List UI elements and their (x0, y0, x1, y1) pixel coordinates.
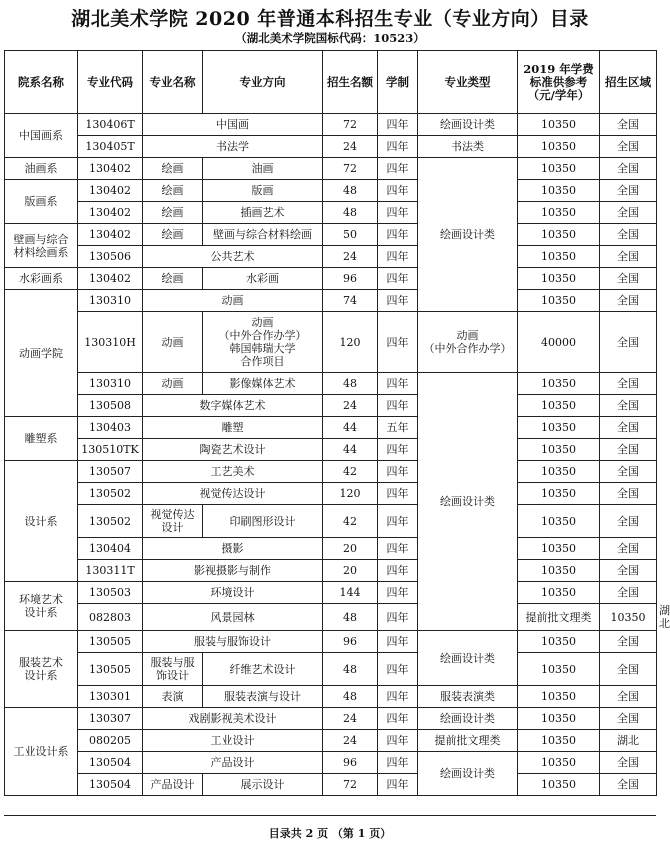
major-cell: 绘画 (143, 158, 203, 180)
table-row (5, 158, 657, 180)
region-cell: 全国 (600, 582, 657, 604)
major-cell: 绘画 (143, 224, 203, 246)
region-cell: 全国 (600, 224, 657, 246)
dept-cell: 工业设计系 (5, 708, 78, 796)
fee-cell: 10350 (518, 202, 600, 224)
years-cell: 四年 (378, 290, 418, 312)
region-cell: 全国 (600, 290, 657, 312)
direction-cell: 风景园林 (143, 604, 323, 631)
table-row (5, 417, 657, 439)
table-row (5, 395, 657, 417)
quota-cell: 144 (323, 582, 378, 604)
region-cell: 湖北 (600, 730, 657, 752)
years-cell: 四年 (378, 312, 418, 373)
quota-cell: 48 (323, 686, 378, 708)
direction-cell: 戏剧影视美术设计 (143, 708, 323, 730)
direction-cell: 水彩画 (203, 268, 323, 290)
direction-cell: 服装表演与设计 (203, 686, 323, 708)
table-row (5, 686, 657, 708)
years-cell: 四年 (378, 202, 418, 224)
code-cell: 130405T (78, 136, 143, 158)
fee-cell: 10350 (518, 774, 600, 796)
years-cell: 四年 (378, 538, 418, 560)
quota-cell: 44 (323, 439, 378, 461)
years-cell: 四年 (378, 560, 418, 582)
major-cell: 产品设计 (143, 774, 203, 796)
fee-cell: 10350 (518, 246, 600, 268)
region-cell: 全国 (600, 538, 657, 560)
direction-cell: 影像媒体艺术 (203, 373, 323, 395)
fee-cell: 10350 (518, 395, 600, 417)
code-cell: 130505 (78, 631, 143, 653)
direction-cell: 数字媒体艺术 (143, 395, 323, 417)
table-row (5, 538, 657, 560)
region-cell: 全国 (600, 461, 657, 483)
code-cell: 130310 (78, 290, 143, 312)
direction-cell: 服装与服饰设计 (143, 631, 323, 653)
table-row (5, 505, 657, 538)
table-row (5, 774, 657, 796)
years-cell: 四年 (378, 730, 418, 752)
fee-cell: 10350 (518, 158, 600, 180)
fee-cell: 40000 (518, 312, 600, 373)
table-row (5, 752, 657, 774)
direction-cell: 公共艺术 (143, 246, 323, 268)
dept-cell: 油画系 (5, 158, 78, 180)
header-code: 专业代码 (78, 51, 143, 114)
fee-cell: 10350 (600, 604, 657, 631)
quota-cell: 74 (323, 290, 378, 312)
region-cell: 全国 (600, 708, 657, 730)
type-cell: 绘画设计类 (418, 708, 518, 730)
fee-cell: 10350 (518, 439, 600, 461)
quota-cell: 72 (323, 158, 378, 180)
table-row (5, 708, 657, 730)
region-cell: 全国 (600, 560, 657, 582)
code-cell: 130502 (78, 483, 143, 505)
code-cell: 130307 (78, 708, 143, 730)
table-row (5, 312, 657, 373)
code-cell: 130402 (78, 202, 143, 224)
code-cell: 130402 (78, 224, 143, 246)
major-cell: 动画 (143, 373, 203, 395)
type-cell: 书法类 (418, 136, 518, 158)
table-row (5, 730, 657, 752)
years-cell: 四年 (378, 461, 418, 483)
years-cell: 四年 (378, 604, 418, 631)
years-cell: 四年 (378, 439, 418, 461)
years-cell: 四年 (378, 686, 418, 708)
quota-cell: 96 (323, 631, 378, 653)
region-cell: 全国 (600, 631, 657, 653)
major-cell: 表演 (143, 686, 203, 708)
fee-cell: 10350 (518, 290, 600, 312)
dept-cell: 壁画与综合 材料绘画系 (5, 224, 78, 268)
table-row (5, 224, 657, 246)
code-cell: 082803 (78, 604, 143, 631)
region-cell: 全国 (600, 180, 657, 202)
header-type: 专业类型 (418, 51, 518, 114)
header-region: 招生区域 (600, 51, 657, 114)
quota-cell: 24 (323, 136, 378, 158)
quota-cell: 72 (323, 114, 378, 136)
table-row (5, 582, 657, 604)
table-header-row (5, 51, 657, 114)
years-cell: 四年 (378, 483, 418, 505)
region-cell: 全国 (600, 752, 657, 774)
fee-cell: 10350 (518, 224, 600, 246)
header-years: 学制 (378, 51, 418, 114)
table-row: 082803 风景园林 48 四年 提前批文理类 10350 湖北 (5, 604, 657, 631)
code-cell: 130310 (78, 373, 143, 395)
direction-cell: 展示设计 (203, 774, 323, 796)
quota-cell: 24 (323, 246, 378, 268)
code-cell: 130311T (78, 560, 143, 582)
direction-cell: 中国画 (143, 114, 323, 136)
years-cell: 四年 (378, 180, 418, 202)
footer-divider (4, 815, 656, 816)
years-cell: 四年 (378, 246, 418, 268)
header-fee: 2019 年学费 标准供参考 （元/学年） (518, 51, 600, 114)
fee-cell: 10350 (518, 180, 600, 202)
fee-cell: 10350 (518, 114, 600, 136)
page-footer: 目录共 2 页 （第 1 页） (268, 827, 392, 840)
dept-cell: 服装艺术 设计系 (5, 631, 78, 708)
quota-cell: 20 (323, 538, 378, 560)
quota-cell: 42 (323, 505, 378, 538)
quota-cell: 48 (323, 202, 378, 224)
page-title: 湖北美术学院 2020 年普通本科招生专业（专业方向）目录 (71, 8, 589, 30)
fee-cell: 10350 (518, 560, 600, 582)
code-cell: 130503 (78, 582, 143, 604)
region-cell: 全国 (600, 312, 657, 373)
quota-cell: 42 (323, 461, 378, 483)
direction-cell: 环境设计 (143, 582, 323, 604)
code-cell: 130406T (78, 114, 143, 136)
direction-cell: 视觉传达设计 (143, 483, 323, 505)
table-row (5, 483, 657, 505)
fee-cell: 10350 (518, 631, 600, 653)
program-table (4, 50, 670, 796)
region-cell: 全国 (600, 246, 657, 268)
quota-cell: 24 (323, 708, 378, 730)
type-cell: 绘画设计类 (418, 631, 518, 686)
dept-cell: 水彩画系 (5, 268, 78, 290)
table-row (5, 136, 657, 158)
quota-cell: 48 (323, 604, 378, 631)
direction-cell: 壁画与综合材料绘画 (203, 224, 323, 246)
region-cell: 全国 (600, 417, 657, 439)
direction-cell: 产品设计 (143, 752, 323, 774)
table-row (5, 180, 657, 202)
code-cell: 130502 (78, 505, 143, 538)
quota-cell: 96 (323, 268, 378, 290)
type-cell: 绘画设计类 (418, 752, 518, 796)
quota-cell: 96 (323, 752, 378, 774)
direction-cell: 版画 (203, 180, 323, 202)
quota-cell: 72 (323, 774, 378, 796)
direction-cell: 工艺美术 (143, 461, 323, 483)
table-row (5, 439, 657, 461)
years-cell: 四年 (378, 752, 418, 774)
years-cell: 四年 (378, 268, 418, 290)
years-cell: 四年 (378, 653, 418, 686)
quota-cell: 48 (323, 180, 378, 202)
quota-cell: 120 (323, 312, 378, 373)
region-cell: 全国 (600, 268, 657, 290)
years-cell: 四年 (378, 224, 418, 246)
code-cell: 130510TK (78, 439, 143, 461)
region-cell: 全国 (600, 483, 657, 505)
fee-cell: 10350 (518, 686, 600, 708)
major-cell: 绘画 (143, 268, 203, 290)
region-cell: 全国 (600, 136, 657, 158)
major-cell: 绘画 (143, 202, 203, 224)
fee-cell: 10350 (518, 752, 600, 774)
type-cell: 绘画设计类 (418, 114, 518, 136)
type-cell: 服装表演类 (418, 686, 518, 708)
fee-cell: 10350 (518, 653, 600, 686)
region-cell: 全国 (600, 373, 657, 395)
major-cell: 服装与服 饰设计 (143, 653, 203, 686)
code-cell: 130506 (78, 246, 143, 268)
fee-cell: 10350 (518, 483, 600, 505)
region-cell: 全国 (600, 505, 657, 538)
table-row (5, 268, 657, 290)
table-row (5, 461, 657, 483)
header-dept: 院系名称 (5, 51, 78, 114)
code-cell: 130505 (78, 653, 143, 686)
quota-cell: 44 (323, 417, 378, 439)
type-cell: 绘画设计类 (418, 158, 518, 312)
code-cell: 130504 (78, 752, 143, 774)
quota-cell: 50 (323, 224, 378, 246)
direction-cell: 摄影 (143, 538, 323, 560)
major-cell: 绘画 (143, 180, 203, 202)
fee-cell: 10350 (518, 538, 600, 560)
region-cell: 全国 (600, 774, 657, 796)
code-cell: 130403 (78, 417, 143, 439)
table-row (5, 246, 657, 268)
years-cell: 四年 (378, 774, 418, 796)
code-cell: 130402 (78, 180, 143, 202)
direction-cell: 雕塑 (143, 417, 323, 439)
dept-cell: 动画学院 (5, 290, 78, 417)
code-cell: 130301 (78, 686, 143, 708)
fee-cell: 10350 (518, 461, 600, 483)
table-row (5, 560, 657, 582)
direction-cell: 动画 （中外合作办学） 韩国韩瑞大学 合作项目 (203, 312, 323, 373)
fee-cell: 10350 (518, 373, 600, 395)
direction-cell: 印刷图形设计 (203, 505, 323, 538)
quota-cell: 24 (323, 730, 378, 752)
direction-cell: 纤维艺术设计 (203, 653, 323, 686)
dept-cell: 中国画系 (5, 114, 78, 158)
quota-cell: 48 (323, 373, 378, 395)
major-cell: 动画 (143, 312, 203, 373)
quota-cell: 48 (323, 653, 378, 686)
code-cell: 130402 (78, 158, 143, 180)
quota-cell: 120 (323, 483, 378, 505)
years-cell: 四年 (378, 373, 418, 395)
header-quota: 招生名额 (323, 51, 378, 114)
dept-cell: 设计系 (5, 461, 78, 582)
direction-cell: 工业设计 (143, 730, 323, 752)
years-cell: 四年 (378, 136, 418, 158)
major-cell: 视觉传达 设计 (143, 505, 203, 538)
dept-cell: 雕塑系 (5, 417, 78, 461)
region-cell: 全国 (600, 202, 657, 224)
code-cell: 130402 (78, 268, 143, 290)
direction-cell: 书法学 (143, 136, 323, 158)
direction-cell: 陶瓷艺术设计 (143, 439, 323, 461)
dept-cell: 环境艺术 设计系 (5, 582, 78, 631)
header-direction: 专业方向 (203, 51, 323, 114)
quota-cell: 20 (323, 560, 378, 582)
type-cell: 动画 （中外合作办学） (418, 312, 518, 373)
years-cell: 五年 (378, 417, 418, 439)
code-cell: 130404 (78, 538, 143, 560)
table-row (5, 290, 657, 312)
fee-cell: 10350 (518, 708, 600, 730)
direction-cell: 影视摄影与制作 (143, 560, 323, 582)
code-cell: 130310H (78, 312, 143, 373)
region-cell: 全国 (600, 439, 657, 461)
fee-cell: 10350 (518, 730, 600, 752)
page-subtitle: （湖北美术学院国标代码：10523） (235, 31, 425, 45)
years-cell: 四年 (378, 582, 418, 604)
dept-cell: 版画系 (5, 180, 78, 224)
type-cell: 提前批文理类 (418, 730, 518, 752)
code-cell: 130504 (78, 774, 143, 796)
header-major: 专业名称 (143, 51, 203, 114)
fee-cell: 10350 (518, 268, 600, 290)
region-cell: 全国 (600, 686, 657, 708)
table-row (5, 373, 657, 395)
region-cell: 全国 (600, 114, 657, 136)
code-cell: 130508 (78, 395, 143, 417)
years-cell: 四年 (378, 708, 418, 730)
direction-cell: 动画 (143, 290, 323, 312)
years-cell: 四年 (378, 114, 418, 136)
region-cell: 全国 (600, 158, 657, 180)
years-cell: 四年 (378, 631, 418, 653)
years-cell: 四年 (378, 505, 418, 538)
fee-cell: 10350 (518, 417, 600, 439)
table-row (5, 631, 657, 653)
fee-cell: 10350 (518, 136, 600, 158)
code-cell: 080205 (78, 730, 143, 752)
quota-cell: 24 (323, 395, 378, 417)
region-cell: 全国 (600, 395, 657, 417)
direction-cell: 插画艺术 (203, 202, 323, 224)
fee-cell: 10350 (518, 582, 600, 604)
type-cell: 提前批文理类 (518, 604, 600, 631)
type-cell: 绘画设计类 (418, 373, 518, 631)
region-cell: 全国 (600, 653, 657, 686)
table-row (5, 114, 657, 136)
fee-cell: 10350 (518, 505, 600, 538)
years-cell: 四年 (378, 158, 418, 180)
table-row (5, 653, 657, 686)
code-cell: 130507 (78, 461, 143, 483)
table-row (5, 202, 657, 224)
years-cell: 四年 (378, 395, 418, 417)
direction-cell: 油画 (203, 158, 323, 180)
